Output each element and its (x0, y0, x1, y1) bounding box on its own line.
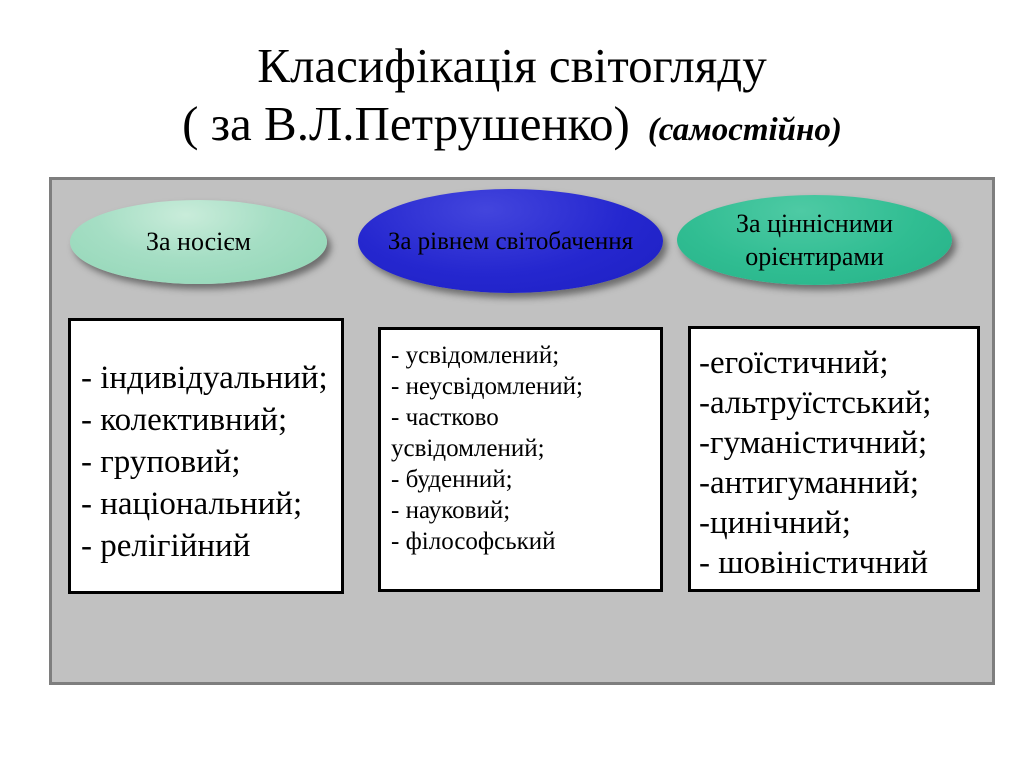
list-item: -цинічний; (699, 505, 851, 541)
slide-title-line-1: Класифікація світогляду (257, 38, 767, 93)
list-item: - неусвідомлений; (391, 373, 583, 400)
list-item: -гуманістичний; (699, 425, 928, 461)
diagram-panel (49, 177, 995, 685)
list-item: - частково (391, 404, 499, 431)
category-ellipse-level (358, 189, 663, 293)
list-item: - колективний; (81, 402, 288, 438)
list-item: -антигуманний; (699, 465, 920, 501)
ellipse-label-line: орієнтирами (745, 242, 884, 271)
items-box-level (378, 327, 663, 592)
list-item: усвідомлений; (391, 435, 545, 462)
ellipse-label-line: За носієм (145, 227, 251, 256)
list-item: - усвідомлений; (391, 342, 560, 369)
slide-title-line-2-main: ( за В.Л.Петрушенко) (182, 96, 630, 151)
list-item: - науковий; (391, 497, 511, 524)
ellipse-label-line: За ціннісними (736, 209, 893, 238)
slide-title-line-2 (0, 96, 1024, 158)
ellipse-label-line: За рівнем світобачення (387, 227, 634, 255)
title-note: (самостійно) (647, 112, 842, 148)
list-item: -егоїстичний; (699, 345, 889, 381)
items-box-values (688, 326, 980, 592)
list-item: - індивідуальний; (81, 360, 328, 396)
list-item: - груповий; (81, 444, 241, 480)
list-item: - філософський (391, 528, 556, 555)
list-item: - буденний; (391, 466, 513, 493)
list-item: -альтруїстський; (699, 385, 932, 421)
category-ellipse-carrier (70, 200, 327, 284)
category-ellipse-values (677, 195, 952, 285)
items-box-carrier (68, 318, 344, 594)
list-item: - шовіністичний (699, 545, 929, 581)
list-item: - національний; (81, 486, 303, 522)
list-item: - релігійний (81, 528, 251, 564)
